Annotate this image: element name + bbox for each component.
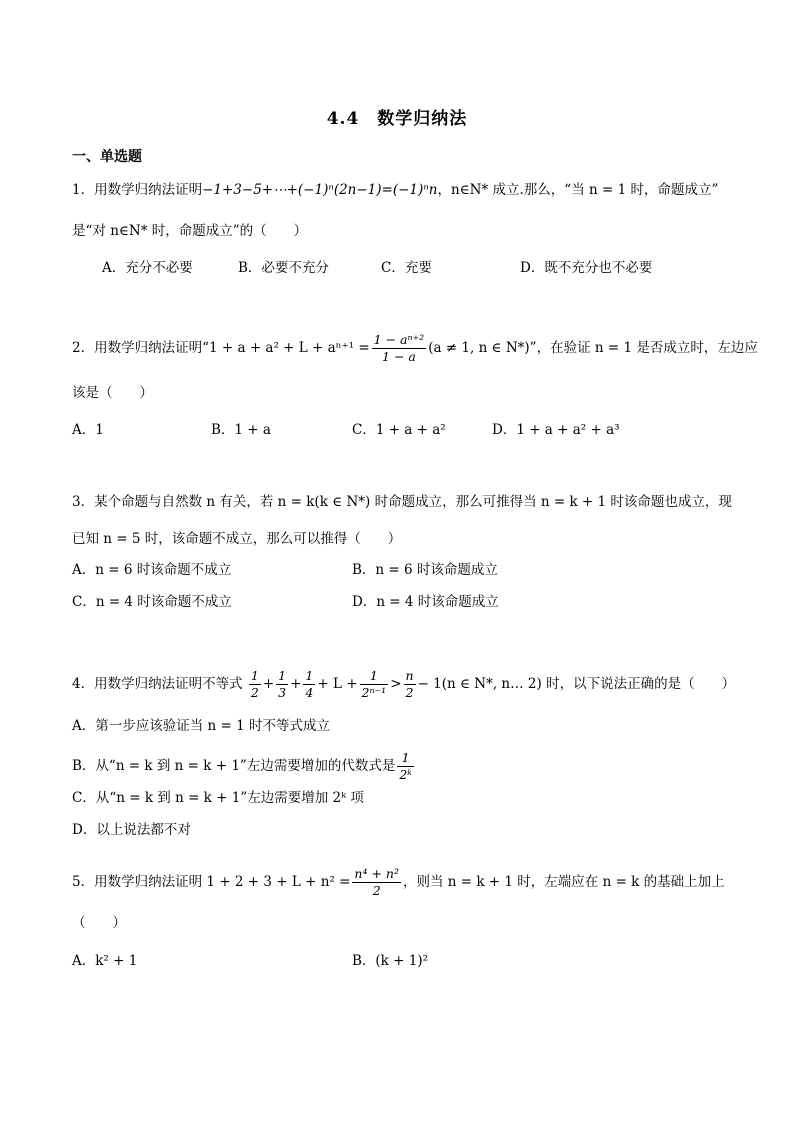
fraction-denominator: 2ⁿ⁻¹ <box>361 685 387 700</box>
question-4-line-1: 4．用数学归纳法证明不等式 $\frac{1}{2}$ + $\frac{1}{3}$ + $\frac{1}{4}$ + L + $\frac{1}{\text{2ⁿ⁻¹}}$ > $\frac{n}{2}$ − 1(n ∈ N*, n… 2) 时，以下说法正确的是（ ） <box>72 668 736 700</box>
fraction-denominator: 2ᵏ <box>399 767 412 782</box>
question-2-option-b[interactable]: B．1 + a <box>211 422 271 438</box>
question-2-option-c[interactable]: C．1 + a + a² <box>352 422 446 438</box>
fraction-denominator: 2 <box>405 685 414 700</box>
fraction-denominator: 2 <box>250 685 259 700</box>
question-1-line-2: 是“对 n∈N* 时，命题成立”的（ ） <box>72 223 308 239</box>
question-1-option-b[interactable]: B．必要不充分 <box>238 260 329 276</box>
question-2-fraction-numerator: 1 − aⁿ⁺² <box>373 332 425 347</box>
question-2-fraction <box>372 332 427 365</box>
page-title: 4.4 数学归纳法 <box>326 109 468 129</box>
question-1-option-d[interactable]: D．既不充分也不必要 <box>520 260 653 276</box>
question-1-prefix: 1．用数学归纳法证明 <box>72 182 203 198</box>
question-2-option-a[interactable]: A．1 <box>72 422 104 438</box>
question-3-line-2: 已知 n = 5 时，该命题不成立，那么可以推得（ ） <box>72 531 402 547</box>
question-2-option-d[interactable]: D．1 + a + a² + a³ <box>492 422 620 438</box>
question-4-fraction-3 <box>303 668 315 701</box>
question-4-fraction-4 <box>360 668 389 701</box>
question-4-option-b-fraction <box>397 750 414 783</box>
fraction-numerator: 1 <box>250 668 259 683</box>
question-3-option-a[interactable]: A．n = 6 时该命题不成立 <box>72 562 232 578</box>
question-2-prefix: 2．用数学归纳法证明“1 + a + a² + L + aⁿ⁺¹ = <box>72 340 370 356</box>
question-1-line-1 <box>72 180 718 200</box>
question-3-line-1: 3．某个命题与自然数 n 有关，若 n = k(k ∈ N*) 时命题成立，那么可推得当 n = k + 1 时该命题也成立，现 <box>72 494 732 510</box>
question-2-line-1 <box>72 332 758 365</box>
question-3-option-b[interactable]: B．n = 6 时该命题成立 <box>352 562 498 578</box>
question-5-option-b[interactable]: B．(k + 1)² <box>352 953 429 969</box>
question-5-line-2: （ ） <box>72 915 126 931</box>
question-4-option-a[interactable]: A．第一步应该验证当 n = 1 时不等式成立 <box>72 718 331 734</box>
question-4-option-b[interactable] <box>72 750 416 783</box>
fraction-numerator: 1 <box>305 668 314 683</box>
question-1-option-c[interactable]: C．充要 <box>381 260 432 276</box>
question-2-suffix: (a ≠ 1, n ∈ N*)”，在验证 n = 1 是否成立时，左边应 <box>428 340 758 356</box>
question-4-fraction-2 <box>276 668 288 701</box>
question-4-option-b-text: B．从“n = k 到 n = k + 1”左边需要增加的代数式是 <box>72 758 396 774</box>
question-5-line-1 <box>72 866 725 899</box>
question-4-option-d[interactable]: D．以上说法都不对 <box>72 822 191 838</box>
fraction-numerator: 1 <box>397 750 414 767</box>
question-4-prefix: 4．用数学归纳法证明不等式 <box>72 676 243 692</box>
fraction-numerator: 1 <box>278 668 287 683</box>
question-1-mid: ，n∈N* 成立.那么，“当 n = 1 时，命题成立” <box>437 182 719 198</box>
fraction-denominator: 3 <box>278 685 287 700</box>
question-1-formula: −1+3−5+⋯+(−1)ⁿ(2n−1)=(−1)ⁿn <box>202 182 438 198</box>
question-5-fraction <box>352 866 401 899</box>
question-2-line-2: 该是（ ） <box>72 385 153 401</box>
question-4-fraction-5 <box>404 668 416 701</box>
fraction-denominator: 2 <box>372 883 381 898</box>
question-4-option-c[interactable]: C．从“n = k 到 n = k + 1”左边需要增加 2ᵏ 项 <box>72 790 364 806</box>
question-5-prefix: 5．用数学归纳法证明 1 + 2 + 3 + L + n² = <box>72 874 351 890</box>
fraction-numerator: n <box>405 668 414 683</box>
question-5-option-a[interactable]: A．k² + 1 <box>72 953 138 969</box>
question-1-option-a[interactable]: A．充分不必要 <box>102 260 193 276</box>
question-5-suffix: ，则当 n = k + 1 时，左端应在 n = k 的基础上加上 <box>402 874 725 890</box>
question-4-suffix: − 1(n ∈ N*, n… 2) 时，以下说法正确的是（ ） <box>417 676 736 692</box>
question-2-fraction-denominator: 1 − a <box>382 349 416 364</box>
fraction-numerator: n⁴ + n² <box>354 866 399 881</box>
section-heading: 一、单选题 <box>72 149 142 165</box>
fraction-numerator: 1 <box>360 668 389 685</box>
question-4-fraction-1 <box>249 668 261 701</box>
question-3-option-c[interactable]: C．n = 4 时该命题不成立 <box>72 594 232 610</box>
question-3-option-d[interactable]: D．n = 4 时该命题成立 <box>352 594 499 610</box>
fraction-denominator: 4 <box>305 685 314 700</box>
